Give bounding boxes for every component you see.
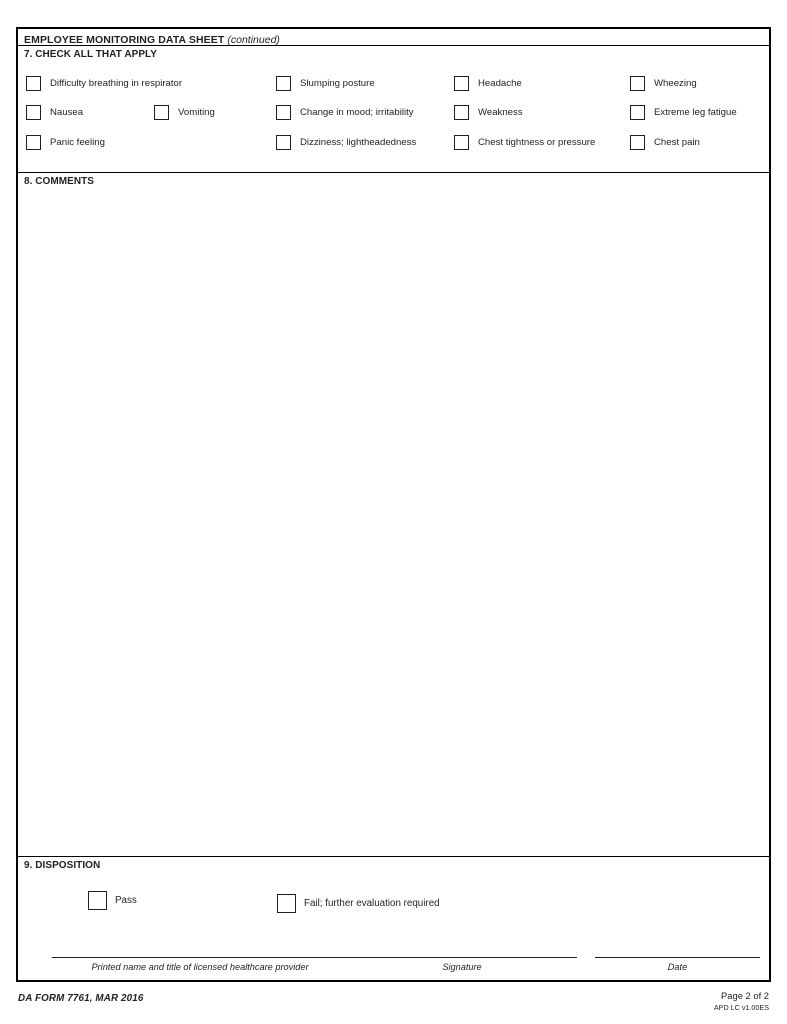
checkbox-chest-pain[interactable] xyxy=(630,135,645,150)
checkbox-headache[interactable] xyxy=(454,76,469,91)
section-7-check-all-that-apply xyxy=(18,46,769,173)
checkbox-panic-feeling[interactable] xyxy=(26,135,41,150)
page-title: EMPLOYEE MONITORING DATA SHEET xyxy=(24,34,225,46)
signature-field-signature[interactable] xyxy=(347,957,577,972)
signature-caption-date: Date xyxy=(667,962,688,972)
checkbox-label-extreme-leg-fatigue: Extreme leg fatigue xyxy=(654,106,737,118)
footer-page-number: Page 2 of 2 xyxy=(721,990,769,1001)
section-7-heading: 7. CHECK ALL THAT APPLY xyxy=(24,49,158,60)
checkbox-vomiting[interactable] xyxy=(154,105,169,120)
section-9-heading: 9. DISPOSITION xyxy=(24,860,101,871)
signature-field-date[interactable] xyxy=(595,957,760,972)
checkbox-label-change-in-mood: Change in mood; irritability xyxy=(300,106,414,118)
checkbox-item-extreme-leg-fatigue[interactable] xyxy=(630,105,737,120)
checkbox-label-vomiting: Vomiting xyxy=(178,106,215,118)
checkbox-wheezing[interactable] xyxy=(630,76,645,91)
checkbox-pass[interactable] xyxy=(88,891,107,910)
checkbox-item-slumping-posture[interactable] xyxy=(276,76,375,91)
footer-form-id: DA FORM 7761, MAR 2016 xyxy=(18,993,144,1004)
checkbox-label-chest-tightness: Chest tightness or pressure xyxy=(478,136,596,148)
footer-right-group xyxy=(714,990,769,1012)
checkbox-label-dizziness: Dizziness; lightheadedness xyxy=(300,136,417,148)
checkbox-label-nausea: Nausea xyxy=(50,106,84,118)
checkbox-label-slumping-posture: Slumping posture xyxy=(300,77,375,89)
checkbox-label-weakness: Weakness xyxy=(478,106,523,118)
signature-caption-printed-name: Printed name and title of licensed healthcare provider xyxy=(91,962,309,972)
checkbox-weakness[interactable] xyxy=(454,105,469,120)
checkbox-item-chest-pain[interactable] xyxy=(630,135,700,150)
checkbox-item-vomiting[interactable] xyxy=(154,105,215,120)
section-9-disposition xyxy=(18,857,769,980)
disposition-option-pass[interactable] xyxy=(88,891,137,910)
checkbox-item-dizziness[interactable] xyxy=(276,135,416,150)
signature-caption-signature: Signature xyxy=(442,962,482,972)
checkbox-change-in-mood[interactable] xyxy=(276,105,291,120)
form-outer-box xyxy=(16,27,771,982)
checkbox-label-headache: Headache xyxy=(478,77,522,89)
checkbox-extreme-leg-fatigue[interactable] xyxy=(630,105,645,120)
signature-field-printed-name[interactable] xyxy=(52,957,348,972)
section-8-comments xyxy=(18,173,769,857)
checkbox-label-wheezing: Wheezing xyxy=(654,77,697,89)
checkbox-label-difficulty-breathing: Difficulty breathing in respirator xyxy=(50,77,183,89)
section-8-heading: 8. COMMENTS xyxy=(24,176,94,187)
checkbox-item-chest-tightness[interactable] xyxy=(454,135,595,150)
checkbox-label-panic-feeling: Panic feeling xyxy=(50,136,105,148)
signature-line-printed-name xyxy=(52,957,348,958)
section-7-checkbox-grid xyxy=(18,65,769,172)
checkbox-item-change-in-mood[interactable] xyxy=(276,105,414,120)
disposition-option-fail[interactable] xyxy=(277,894,440,913)
signature-line-signature xyxy=(347,957,577,958)
signature-line-date xyxy=(595,957,760,958)
checkbox-difficulty-breathing[interactable] xyxy=(26,76,41,91)
footer-apd-version: APD LC v1.00ES xyxy=(713,1002,769,1012)
disposition-label-pass: Pass xyxy=(115,894,137,906)
page-title-continued: (continued) xyxy=(227,34,280,46)
checkbox-slumping-posture[interactable] xyxy=(276,76,291,91)
checkbox-nausea[interactable] xyxy=(26,105,41,120)
checkbox-item-nausea[interactable] xyxy=(26,105,83,120)
checkbox-chest-tightness[interactable] xyxy=(454,135,469,150)
checkbox-item-headache[interactable] xyxy=(454,76,522,91)
comments-input[interactable] xyxy=(18,193,769,856)
checkbox-fail[interactable] xyxy=(277,894,296,913)
signature-block xyxy=(18,957,769,997)
checkbox-dizziness[interactable] xyxy=(276,135,291,150)
disposition-label-fail: Fail; further evaluation required xyxy=(304,897,440,909)
checkbox-item-wheezing[interactable] xyxy=(630,76,697,91)
checkbox-item-panic-feeling[interactable] xyxy=(26,135,105,150)
form-title-band xyxy=(18,29,769,46)
disposition-options-row xyxy=(18,891,769,921)
checkbox-label-chest-pain: Chest pain xyxy=(654,136,700,148)
checkbox-item-weakness[interactable] xyxy=(454,105,523,120)
checkbox-item-difficulty-breathing[interactable] xyxy=(26,76,182,91)
